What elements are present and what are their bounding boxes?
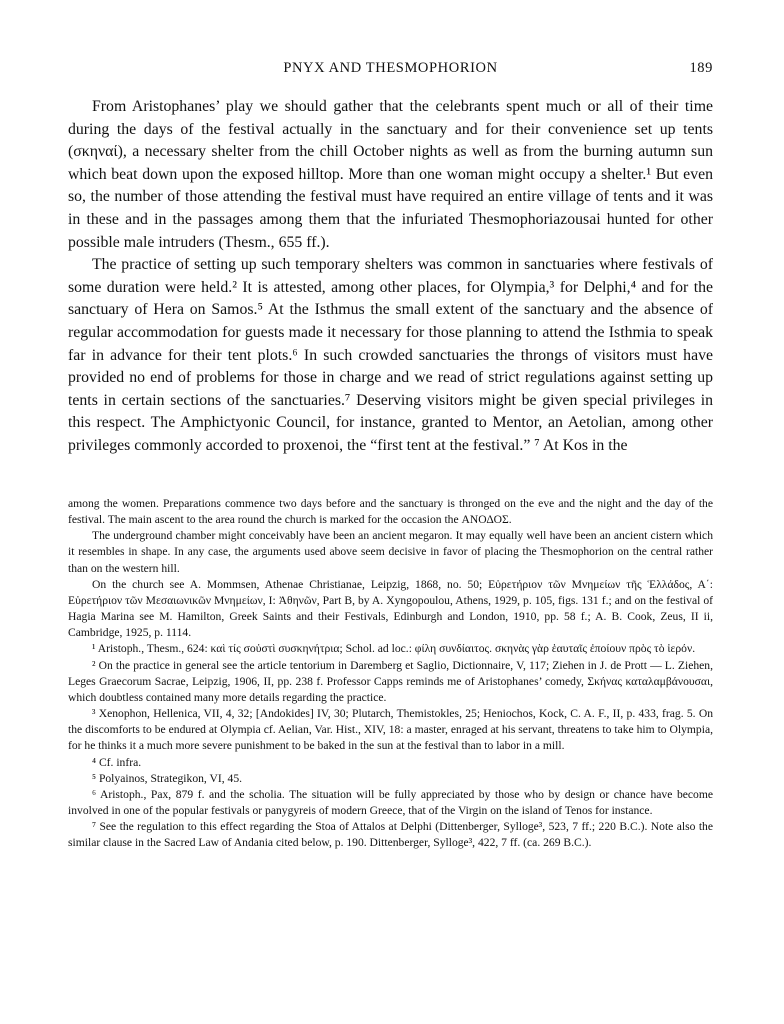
footnote-continuation: The underground chamber might conceivably have been an ancient megaron. It may equally well have been an ancient cistern which it resembles in shape. In any case, the arguments used above seem decisive in favor of placing the Thesmophorion on the central rather than on the western hill. (68, 529, 713, 575)
footnote-continuation: among the women. Preparations commence two days before and the sanctuary is thronged on the eve and the night and the day of the festival. The main ascent to the area round the church is marked for the occasion the ΑΝΟΔΟΣ. (68, 497, 713, 527)
main-paragraph: The practice of setting up such temporary shelters was common in sanctuaries where festivals of some duration were held.² It is attested, among other places, for Olympia,³ for Delphi,⁴ and for the sanctuary of Hera on Samos.⁵ At the Isthmus the small extent of the sanctuary and the absence of regular accommodation for guests made it necessary for those planning to attend the Isthmia to speak far in advance for their tent plots.⁶ In such crowded sanctuaries the throngs of visitors must have provided no end of problems for those in charge and we read of strict regulations against setting up tents in certain sections of the sanctuaries.⁷ Deserving visitors might be given special privileges in this respect. The Amphictyonic Council, for instance, granted to Mentor, an Aetolian, among other privileges commonly accorded to proxenoi, the “first tent at the festival.” ⁷ At Kos in the (68, 256, 713, 454)
main-text (68, 96, 713, 458)
main-paragraph: From Aristophanes’ play we should gather that the celebrants spent much or all of their time during the days of the festival actually in the sanctuary and for their convenience set up tents (σκηναί), a necessary shelter from the chill October nights as well as from the burning autumn sun which beat down upon the exposed hilltop. More than one woman might occupy a shelter.¹ But even so, the number of those attending the festival must have required an entire village of tents and it was in these and in the passages among them that the infuriated Thesmophoriazousai hunted for other possible male intruders (Thesm., 655 ff.). (68, 98, 713, 251)
footnote-2: ² On the practice in general see the article tentorium in Daremberg et Saglio, Dictionnaire, V, 117; Ziehen in J. de Prott — L. Ziehen, Leges Graecorum Sacrae, Leipzig, 1906, II, pp. 238 f. Professor Capps reminds me of Aristophanes’ comedy, Σκήνας καταλαμβάνουσαι, which doubtless contained many more details regarding the practice. (68, 658, 713, 704)
running-header (68, 60, 713, 80)
footnote-1: ¹ Aristoph., Thesm., 624: καὶ τίς σοὐστὶ συσκηνήτρια; Schol. ad loc.: φίλη συνδίαιτος. σκηνὰς γὰρ ἑαυταῖς ἐποίουν πρὸς τὸ ἱερόν. (92, 642, 696, 656)
footnote-4: ⁴ Cf. infra. (92, 755, 142, 769)
footnote-3: ³ Xenophon, Hellenica, VII, 4, 32; [Andokides] IV, 30; Plutarch, Themistokles, 25; Heniochos, Kock, C. A. F., II, p. 433, frag. 5. On the discomforts to be endured at Olympia cf. Aelian, Var. Hist., XIV, 18: a master, enraged at his servant, threatens to take him to Olympia, for he thinks it a much more severe punishment to be baked in the sun at the festival than to labor in a mill. (68, 707, 713, 753)
footnote-6: ⁶ Aristoph., Pax, 879 f. and the scholia. The situation will be fully appreciated by those who by design or chance have become involved in one of the popular festivals or panygyreis of modern Greece, that of the Virgin on the island of Tenos for instance. (68, 787, 713, 817)
page-number: 189 (689, 60, 713, 76)
footnote-continuation: On the church see A. Mommsen, Athenae Christianae, Leipzig, 1868, no. 50; Εὑρετήριον τῶν Μνημείων τῆς Ἑλλάδος, Α΄: Εὑρετήριον τῶν Μεσαιωνικῶν Μνημείων, Ι: Ἀθηνῶν, Part B, by A. Xyngopoulou, Athens, 1929, p. 105, figs. 131 f.; and on the festival of Hagia Marina see M. Hamilton, Greek Saints and their Festivals, Edinburgh and London, 1910, pp. 58 f.; A. B. Cook, Zeus, II ii, Cambridge, 1925, p. 1114. (68, 577, 713, 640)
footnote-5: ⁵ Polyainos, Strategikon, VI, 45. (92, 771, 243, 785)
running-title: PNYX AND THESMOPHORION (283, 60, 498, 76)
footnote-7: ⁷ See the regulation to this effect regarding the Stoa of Attalos at Delphi (Dittenberger, Sylloge³, 523, 7 ff.; 220 B.C.). Note also the similar clause in the Sacred Law of Andania cited below, p. 190. Dittenberger, Sylloge³, 422, 7 ff. (ca. 269 B.C.). (68, 820, 713, 850)
footnotes (68, 496, 713, 851)
